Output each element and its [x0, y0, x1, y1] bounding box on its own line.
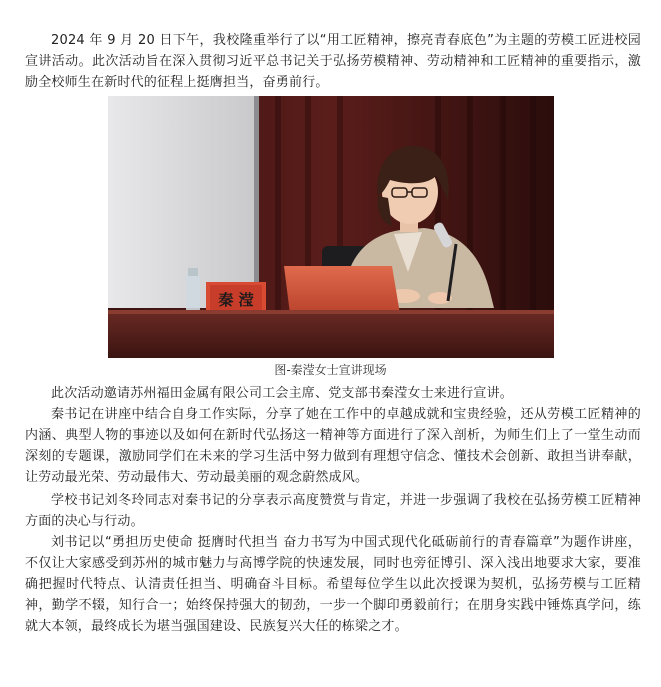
paragraph-affirmation: 学校书记刘冬玲同志对秦书记的分享表示高度赞赏与肯定，并进一步强调了我校在弘扬劳模工匠精神方面的决心与行动。	[25, 493, 641, 529]
nameplate-text: 秦 滢	[218, 291, 254, 309]
paragraph-intro: 2024 年 9 月 20 日下午，我校隆重举行了以“用工匠精神，擦亮青春底色”为主题的劳模工匠进校园宣讲活动。此次活动旨在深入贯彻习近平总书记关于弘扬劳模精神、劳动精神和工匠精神的重要指示，激励全校师生在新时代的征程上挺膺担当，奋勇前行。	[25, 33, 641, 90]
paragraph-lecture: 秦书记在讲座中结合自身工作实际，分享了她在工作中的卓越成就和宝贵经验，还从劳模工匠精神的内涵、典型人物的事迹以及如何在新时代弘扬这一精神等方面进行了深入剖析，为师生们上了一堂生动而深刻的专题课，激励同学们在未来的学习生活中努力做到有理想守信念、懂技术会创新、敢担当讲奉献，让劳动最光荣、劳动最伟大、劳动最美丽的观念蔚然成风。	[25, 407, 641, 485]
paragraph-secretary-talk: 刘书记以“勇担历史使命 挺膺时代担当 奋力书写为中国式现代化砥砺前行的青春篇章”为题作讲座，不仅让大家感受到苏州的城市魅力与高博学院的快速发展，同时也旁征博引、深入浅出地要求大家，要准确把握时代特点、认清责任担当、明确奋斗目标。希望每位学生以此次授课为契机，弘扬劳模与工匠精神，勤学不辍，知行合一；始终保持强大的韧劲，一步一个脚印勇毅前行；在朋身实践中锤炼真学问，练就大本领，最终成长为堪当强国建设、民族复兴大任的栋梁之才。	[25, 535, 641, 634]
paragraph-guest: 此次活动邀请苏州福田金属有限公司工会主席、党支部书秦滢女士来进行宣讲。	[51, 386, 514, 401]
lecture-photo	[108, 96, 554, 358]
photo-caption: 图-秦滢女士宣讲现场	[274, 363, 387, 377]
